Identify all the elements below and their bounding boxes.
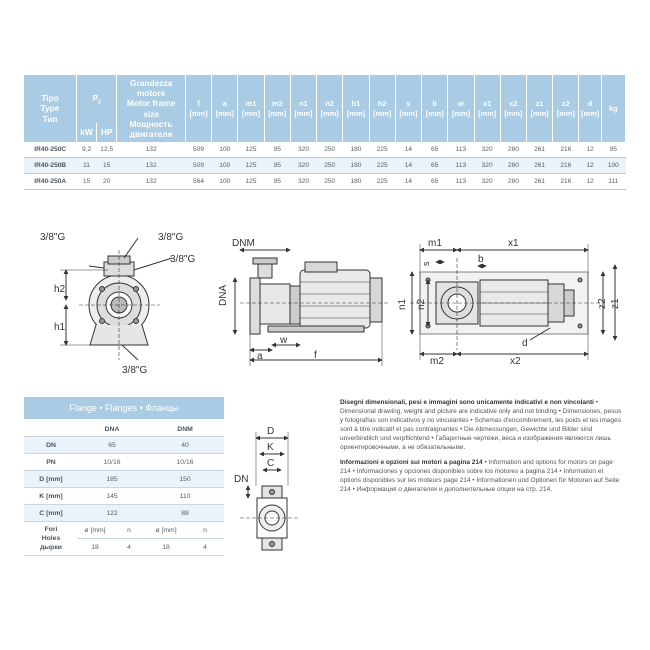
table-cell: 65 [422,174,448,190]
table-cell: 12 [579,174,601,190]
header-col-z1: z1 [mm] [526,75,552,142]
table-cell: 15 [76,174,96,190]
table-cell: 95 [601,142,625,158]
table-cell: 14 [395,158,421,174]
header-tipo: Tipo Type Тип [24,75,76,142]
table-cell: 225 [369,174,395,190]
header-col-f: f [mm] [185,75,211,142]
table-cell: 280 [500,158,526,174]
flange-cell: 65 [78,437,146,454]
dim-label-d: d [522,338,528,349]
table-cell: 225 [369,142,395,158]
table-cell: 95 [264,174,290,190]
table-cell: 100 [212,142,238,158]
table-cell: 280 [500,174,526,190]
header-col-d: d [mm] [579,75,601,142]
header-col-b: b [mm] [422,75,448,142]
dim-label-f: f [314,350,317,361]
header-col-h1: h1 [mm] [343,75,369,142]
header-power: $P_2$ [76,75,116,123]
header-hp: HP [97,123,117,142]
note-motor-info: Informazioni e opzioni sui motori a pagina 214 • Information and options for motors on page 214 • Informaciones y opciones disponibles sobre los motores a pagina 214 • Information et options disponibles sur les moteurs page 214 • Informationen und Optionen für Motoren auf Seite 214 • Информация о двигателях и дополнительные опции на стр. 214. [340,459,620,493]
table-cell: 12 [579,142,601,158]
table-cell: 125 [238,174,264,190]
flange-cell: 110 [146,488,224,505]
dim-label-h2: h2 [54,284,66,295]
table-cell: 225 [369,158,395,174]
header-col-m2: m2 [mm] [264,75,290,142]
table-cell: 9,2 [76,142,96,158]
table-cell: 261 [526,158,552,174]
dim-label-h1: h1 [54,322,66,333]
flange-cell: 18 [146,539,186,556]
flange-cell: 10/16 [146,454,224,471]
flange-cell: 122 [78,505,146,522]
flange-title: Flange • Flanges • Фланцы [24,397,224,419]
dim-label-n2: n2 [416,298,427,310]
flange-cell: 4 [186,539,224,556]
flange-row-label: K [mm] [24,488,78,505]
table-cell: 20 [97,174,117,190]
flange-holes-label: Fori Holes дырки [24,522,78,556]
table-cell: 320 [290,174,316,190]
table-cell: 113 [448,158,474,174]
flange-cell: 88 [146,505,224,522]
header-col-x1: x1 [mm] [474,75,500,142]
header-col-s: s [mm] [395,75,421,142]
flange-cell: 10/16 [78,454,146,471]
table-cell: 125 [238,158,264,174]
dim-label-n1: n1 [397,298,408,310]
table-cell: 11 [76,158,96,174]
table-cell: 12 [579,158,601,174]
table-cell: 509 [185,142,211,158]
table-cell: 180 [343,174,369,190]
header-col-a: a [mm] [212,75,238,142]
table-cell: 12,5 [97,142,117,158]
table-cell: 564 [185,174,211,190]
notes-block [340,398,622,500]
flange-cell: 40 [146,437,224,454]
table-cell: 95 [264,158,290,174]
g-port-label-mid-right: 3/8"G [170,254,196,265]
flange-cell: 185 [78,471,146,488]
holes-sub-n: n [186,522,224,539]
flange-row-label: C [mm] [24,505,78,522]
flange-label-c: C [267,458,275,469]
table-cell: 280 [500,142,526,158]
flange-cell: 145 [78,488,146,505]
table-cell: 132 [117,142,186,158]
pump-top-view [410,244,615,360]
table-cell: 250 [317,142,343,158]
dim-label-m2: m2 [430,356,444,367]
table-cell: 320 [474,174,500,190]
table-cell: 250 [317,158,343,174]
table-cell: 113 [448,174,474,190]
dim-label-dna: DNA [218,284,229,306]
flange-col-dna: DNA [78,422,146,437]
flange-cell: 150 [146,471,224,488]
table-cell: 261 [526,174,552,190]
dim-label-z2: z2 [597,298,608,309]
flange-panel [24,397,224,556]
dim-label-s: s [421,261,431,266]
header-col-n2: n2 [mm] [317,75,343,142]
dim-label-x2: x2 [510,356,521,367]
holes-sub-dia: ø [mm] [78,522,112,539]
flange-row-label: D [mm] [24,471,78,488]
flange-label-dn: DN [234,474,249,485]
dim-label-a: a [257,351,263,362]
table-cell: 320 [474,158,500,174]
note-disclaimer: Disegni dimensionali, pesi e immagini sono unicamente indicativi e non vincolanti • Dimensional drawing, weight and picture are indicative only and not binding • Dimensiones, pesos y fotografías son indicativos y no vinculantes • Schemas d'encombrement, les poids et les images sont à titre indicatif et pas contraignantes • Die Abmessungen, Gewichte und Bilder sind unverbindlich und verpflichtend • Габаритные чертежи, веса и изображения являются лишь ориентировочными, а не обязательными. [340,399,622,451]
holes-sub-dia: ø [mm] [146,522,186,539]
holes-sub-n: n [112,522,146,539]
table-cell: 216 [553,142,579,158]
table-cell: 509 [185,158,211,174]
pump-front-view [60,238,172,360]
header-col-n1: n1 [mm] [290,75,316,142]
table-cell: 65 [422,158,448,174]
dim-label-z1: z1 [610,298,621,309]
table-cell: 216 [553,158,579,174]
table-cell: 180 [343,158,369,174]
table-cell: 180 [343,142,369,158]
header-kw: kW [76,123,96,142]
table-cell: 113 [448,142,474,158]
table-cell: 132 [117,158,186,174]
table-cell: 65 [422,142,448,158]
table-cell: 100 [212,174,238,190]
flange-col-dnm: DNM [146,422,224,437]
table-cell: 95 [264,142,290,158]
dim-label-b: b [478,254,484,265]
g-port-label-top-left: 3/8"G [40,232,66,243]
flange-label-d: D [267,426,275,437]
table-cell: 111 [601,174,625,190]
table-cell: 14 [395,142,421,158]
table-cell: 100 [601,158,625,174]
table-cell: 320 [290,142,316,158]
header-col-x2: x2 [mm] [500,75,526,142]
model-name: IR40-250A [24,174,76,190]
header-col-m1: m1 [mm] [238,75,264,142]
table-cell: 15 [97,158,117,174]
table-cell: 132 [117,174,186,190]
header-col-kg: kg [601,75,625,142]
table-cell: 261 [526,142,552,158]
model-name: IR40-250B [24,158,76,174]
header-col-w: w [mm] [448,75,474,142]
flange-label-k: K [267,442,274,453]
flange-row-label: PN [24,454,78,471]
flange-cell: 18 [78,539,112,556]
g-port-label-top-right: 3/8"G [158,232,184,243]
header-col-z2: z2 [mm] [553,75,579,142]
dim-label-dnm: DNM [232,238,255,249]
pump-side-view [235,250,390,366]
dim-label-w: w [280,335,288,346]
flange-cell: 4 [112,539,146,556]
table-cell: 125 [238,142,264,158]
header-col-h2: h2 [mm] [369,75,395,142]
flange-row-label: DN [24,437,78,454]
g-port-label-bottom: 3/8"G [122,365,148,376]
table-cell: 216 [553,174,579,190]
flange-table [24,422,224,556]
table-cell: 100 [212,158,238,174]
table-cell: 250 [317,174,343,190]
model-name: IR40-250C [24,142,76,158]
dim-label-m1: m1 [428,238,442,249]
table-cell: 14 [395,174,421,190]
table-cell: 320 [474,142,500,158]
dim-label-x1: x1 [508,238,519,249]
table-cell: 320 [290,158,316,174]
header-frame: Grandezza motore Motor frame size Мощность двигателя [117,75,186,142]
